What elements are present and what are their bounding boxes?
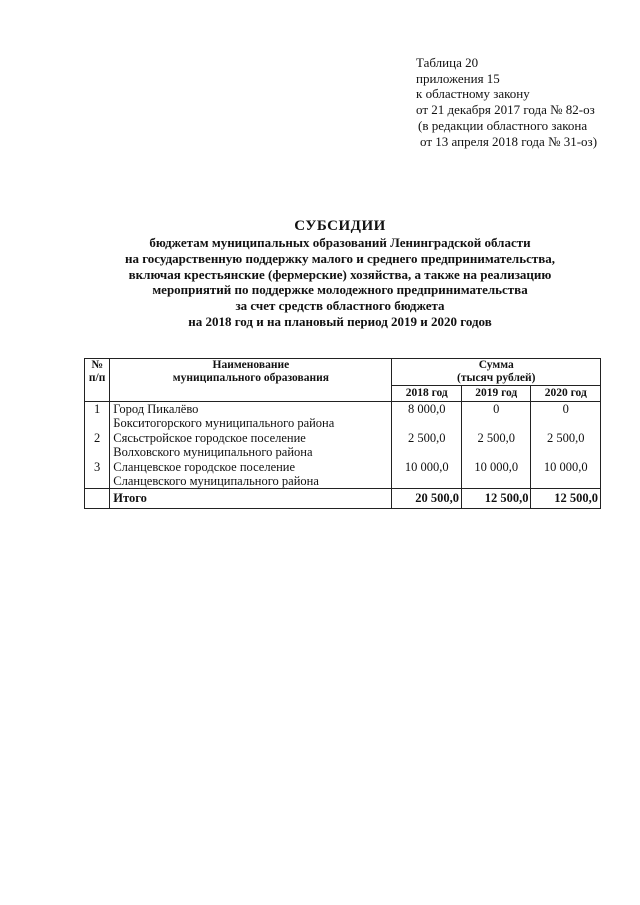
annotation-appendix-ref: приложения 15 — [416, 70, 500, 86]
total-2020: 12 500,0 — [531, 489, 601, 508]
header-num — [85, 359, 110, 402]
amount-2019: 2 500,0 — [461, 431, 531, 460]
annotation-law-ref: к областному закону — [416, 86, 530, 102]
annotation-law-date: от 21 декабря 2017 года № 82-оз — [416, 102, 595, 118]
document-annotation — [416, 55, 636, 149]
table-row — [85, 431, 601, 460]
header-sum-line1: Сумма — [478, 359, 514, 371]
table-row — [85, 402, 601, 431]
municipality-name-line1: Город Пикалёво — [113, 402, 199, 416]
header-num-symbol: № — [91, 359, 103, 371]
title-line-6: на 2018 год и на плановый период 2019 и 2020 годов — [188, 313, 492, 329]
annotation-table-ref: Таблица 20 — [416, 55, 479, 70]
municipality-name-line2: Сланцевского муниципального района — [113, 474, 319, 489]
amount-2020: 2 500,0 — [531, 431, 601, 460]
document-title-block — [40, 217, 640, 330]
header-num-abbr: п/п — [88, 372, 106, 384]
header-year-2018: 2018 год — [392, 386, 462, 402]
header-sum — [392, 359, 601, 386]
amount-2020: 0 — [531, 402, 601, 431]
table-header-row — [85, 359, 601, 386]
annotation-revision-ref: (в редакции областного закона — [418, 117, 588, 133]
municipality-name — [110, 431, 392, 460]
amount-2018: 8 000,0 — [392, 402, 462, 431]
amount-2018: 10 000,0 — [392, 460, 462, 489]
header-year-2020: 2020 год — [531, 386, 601, 402]
total-2018: 20 500,0 — [392, 489, 462, 508]
municipality-name-line1: Сясьстройское городское поселение — [113, 430, 306, 445]
header-name-line1: Наименование — [212, 359, 290, 371]
table-row — [85, 460, 601, 489]
municipality-name — [110, 402, 392, 431]
row-number: 3 — [85, 460, 110, 489]
header-name — [110, 359, 392, 402]
amount-2020: 10 000,0 — [531, 460, 601, 489]
row-number: 2 — [85, 431, 110, 460]
title-line-2: на государственную поддержку малого и среднего предпринимательства, — [124, 250, 556, 266]
table-total-row — [85, 489, 601, 508]
amount-2019: 0 — [461, 402, 531, 431]
document-heading: СУБСИДИИ — [294, 218, 386, 234]
title-line-3: включая крестьянские (фермерские) хозяйства, а также на реализацию — [128, 266, 552, 282]
header-name-line2: муниципального образования — [172, 372, 329, 384]
header-year-2019: 2019 год — [461, 386, 531, 402]
row-number: 1 — [85, 402, 110, 431]
annotation-revision-date: от 13 апреля 2018 года № 31-оз) — [420, 133, 598, 149]
title-line-4: мероприятий по поддержке молодежного предпринимательства — [152, 282, 528, 298]
title-line-5: за счет средств областного бюджета — [235, 298, 445, 314]
total-label: Итого — [110, 489, 392, 508]
subsidy-table — [84, 358, 601, 509]
title-line-1: бюджетам муниципальных образований Ленинградской области — [149, 235, 531, 250]
header-sum-line2: (тысяч рублей) — [457, 372, 536, 384]
amount-2018: 2 500,0 — [392, 431, 462, 460]
municipality-name-line1: Сланцевское городское поселение — [113, 459, 296, 474]
total-2019: 12 500,0 — [461, 489, 531, 508]
total-num-empty — [85, 489, 110, 508]
municipality-name-line2: Бокситогорского муниципального района — [113, 416, 335, 431]
amount-2019: 10 000,0 — [461, 460, 531, 489]
municipality-name-line2: Волховского муниципального района — [113, 445, 313, 460]
municipality-name — [110, 460, 392, 489]
